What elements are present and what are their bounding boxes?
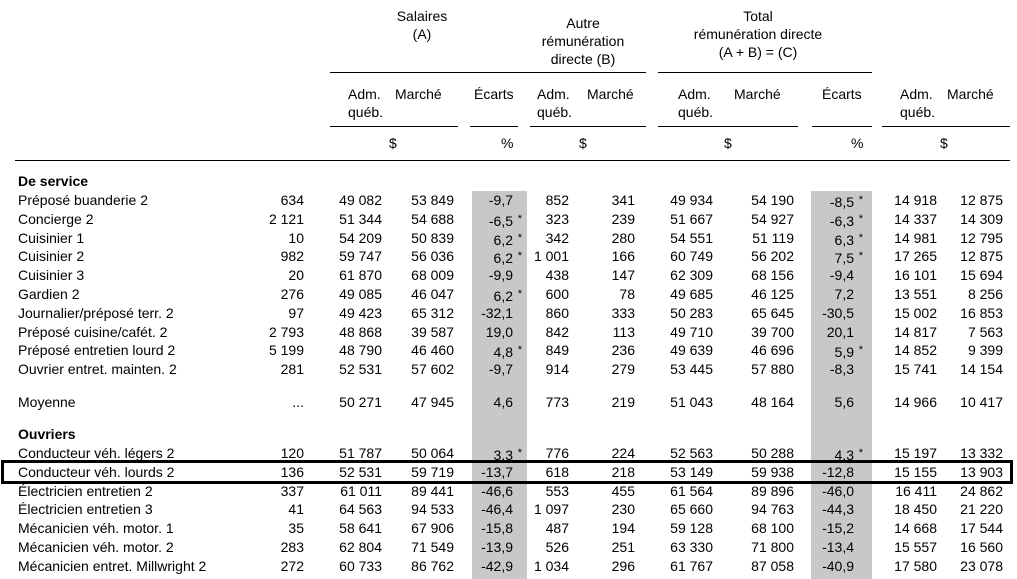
ouvriers-row-5-x-adm: 15 557 — [894, 539, 937, 555]
subheader-x-adm: Adm. québ. — [900, 86, 936, 120]
ouvriers-row-0-s-mar: 50 064 — [411, 445, 454, 461]
ouvriers-row-6-s-adm: 60 733 — [339, 557, 382, 574]
service-row-8-label: Préposé entretien lourd 2 — [18, 342, 176, 359]
service-row-2-b-adm: 342 — [545, 229, 569, 246]
ouvriers-row-1-x-mar: 13 903 — [960, 463, 1003, 480]
sub-rule-4 — [658, 126, 798, 127]
ouvriers-row-4-x-mar: 17 544 — [960, 520, 1003, 537]
service-row-9-s-adm: 52 531 — [339, 361, 382, 378]
section-ouvriers: Ouvriers — [18, 426, 76, 442]
service-row-5-s-ec-star: * — [517, 288, 522, 300]
sub-rule-5 — [812, 126, 872, 127]
service-row-0-t-mar: 54 190 — [751, 192, 794, 208]
service-row-7-s-mar: 39 587 — [411, 323, 454, 340]
subheader-t-adm: Adm. québ. — [678, 86, 714, 120]
ouvriers-row-6-label: Mécanicien entret. Millwright 2 — [18, 557, 207, 574]
service-row-8-t-mar: 46 696 — [751, 342, 794, 359]
table-main-rule — [15, 160, 1010, 161]
service-row-4-s-ec: -9,9 — [488, 267, 513, 284]
ouvriers-row-4-s-ec: -15,8 — [481, 520, 513, 537]
service-row-3-s-ec-star: * — [517, 250, 522, 263]
service-row-8-x-mar: 9 399 — [967, 342, 1003, 359]
service-row-7-x-mar: 7 563 — [967, 323, 1003, 340]
ouvriers-row-6-n: 272 — [280, 557, 304, 574]
sub-rule-3 — [530, 126, 646, 127]
service-row-3-s-adm: 59 747 — [339, 248, 382, 265]
ouvriers-row-3-t-ec: -44,3 — [822, 501, 854, 518]
service-row-3-s-ec: 6,2* — [493, 250, 522, 267]
ouvriers-row-0-x-mar: 13 332 — [960, 445, 1003, 461]
service-row-5-x-mar: 8 256 — [967, 286, 1003, 302]
sub-rule-1 — [330, 126, 458, 127]
sub-rule-6 — [882, 126, 1010, 127]
header-autre-line2: rémunération — [541, 33, 625, 49]
moyenne-row-s-mar: 47 945 — [411, 394, 454, 410]
service-row-4-s-mar: 68 009 — [411, 267, 454, 284]
ouvriers-row-4-s-adm: 58 641 — [339, 520, 382, 537]
service-row-6-x-mar: 16 853 — [960, 304, 1003, 321]
subheader-s-ecarts: Écarts — [474, 86, 514, 102]
service-row-1-b-adm: 323 — [545, 210, 569, 227]
service-row-2-x-adm: 14 981 — [894, 229, 937, 246]
service-row-4-label: Cuisinier 3 — [18, 267, 85, 284]
service-row-3-x-mar: 12 875 — [960, 248, 1003, 265]
service-row-0-label: Préposé buanderie 2 — [18, 192, 148, 208]
moyenne-row-s-ec: 4,6 — [493, 394, 513, 410]
ouvriers-row-3-t-mar: 94 763 — [751, 501, 794, 518]
service-row-0-b-adm: 852 — [545, 192, 569, 208]
ouvriers-row-4-label: Mécanicien véh. motor. 1 — [18, 520, 174, 537]
service-row-8-s-adm: 48 790 — [339, 342, 382, 359]
service-row-7-s-adm: 48 868 — [339, 323, 382, 340]
ouvriers-row-1-b-mar: 218 — [611, 463, 635, 480]
service-row-3-b-adm: 1 001 — [533, 248, 569, 265]
service-row-7-s-ec: 19,0 — [485, 323, 513, 340]
service-row-0-s-adm: 49 082 — [339, 192, 382, 208]
ouvriers-row-2-s-ec: -46,6 — [481, 482, 513, 499]
header-autre — [523, 14, 643, 68]
service-row-8-b-mar: 236 — [611, 342, 635, 359]
service-row-2-s-ec-star: * — [517, 231, 522, 244]
ouvriers-row-0-s-ec-star: * — [517, 447, 522, 459]
service-row-2-x-mar: 12 795 — [960, 229, 1003, 246]
header-autre-line3: directe (B) — [550, 51, 616, 67]
service-row-1-s-adm: 51 344 — [339, 210, 382, 227]
ouvriers-row-5-s-adm: 62 804 — [339, 539, 382, 555]
service-row-8-s-ec: 4,8* — [493, 344, 522, 361]
ouvriers-row-2-b-mar: 455 — [611, 482, 635, 499]
service-row-3-t-ec: 7,5* — [834, 250, 863, 267]
ouvriers-row-3-label: Électricien entretien 3 — [18, 501, 153, 518]
service-row-7-t-ec: 20,1 — [826, 323, 854, 340]
service-row-9-x-mar: 14 154 — [960, 361, 1003, 378]
service-row-7-b-adm: 842 — [545, 323, 569, 340]
service-row-5-t-ec: 7,2 — [834, 286, 854, 302]
header-total-line2: rémunération directe — [693, 26, 823, 42]
ouvriers-row-6-t-ec: -40,9 — [822, 557, 854, 574]
service-row-6-s-mar: 65 312 — [411, 304, 454, 321]
ouvriers-row-4-b-adm: 487 — [545, 520, 569, 537]
header-salaires — [372, 7, 472, 43]
ouvriers-row-3-x-adm: 18 450 — [894, 501, 937, 518]
service-row-0-x-mar: 12 875 — [960, 192, 1003, 208]
ouvriers-row-5-t-adm: 63 330 — [670, 539, 713, 555]
service-row-4-b-mar: 147 — [611, 267, 635, 284]
service-row-7-t-adm: 49 710 — [670, 323, 713, 340]
service-row-6-t-ec: -30,5 — [822, 304, 854, 321]
service-row-3-label: Cuisinier 2 — [18, 248, 85, 265]
ouvriers-row-6-b-mar: 296 — [611, 557, 635, 574]
service-row-5-n: 276 — [280, 286, 304, 302]
service-row-0-s-ec: -9,7 — [488, 192, 513, 208]
ouvriers-row-0-label: Conducteur véh. légers 2 — [18, 445, 175, 461]
service-row-6-x-adm: 15 002 — [894, 304, 937, 321]
service-row-2-label: Cuisinier 1 — [18, 229, 85, 246]
service-row-0-t-adm: 49 934 — [670, 192, 713, 208]
ouvriers-row-5-n: 283 — [280, 539, 304, 555]
header-total-line1: Total — [743, 8, 773, 24]
sub-rule-2 — [470, 126, 518, 127]
service-row-6-b-adm: 860 — [545, 304, 569, 321]
service-row-3-b-mar: 166 — [611, 248, 635, 265]
service-row-9-label: Ouvrier entret. mainten. 2 — [18, 361, 177, 378]
ouvriers-row-1-x-adm: 15 155 — [894, 463, 937, 480]
ouvriers-row-1-s-adm: 52 531 — [339, 463, 382, 480]
service-row-3-x-adm: 17 265 — [894, 248, 937, 265]
service-row-4-t-mar: 68 156 — [751, 267, 794, 284]
ouvriers-row-6-t-adm: 61 767 — [670, 557, 713, 574]
ouvriers-row-3-b-adm: 1 097 — [533, 501, 569, 518]
ouvriers-row-5-b-mar: 251 — [611, 539, 635, 555]
ouvriers-row-0-t-adm: 52 563 — [670, 445, 713, 461]
service-row-3-t-mar: 56 202 — [751, 248, 794, 265]
ouvriers-row-5-label: Mécanicien véh. motor. 2 — [18, 539, 174, 555]
service-row-8-t-adm: 49 639 — [670, 342, 713, 359]
ouvriers-row-3-s-mar: 94 533 — [411, 501, 454, 518]
unit-t-pct: % — [851, 135, 864, 151]
ouvriers-row-2-s-adm: 61 011 — [340, 482, 382, 499]
subheader-b-adm: Adm. québ. — [537, 86, 573, 120]
ouvriers-row-3-n: 41 — [288, 501, 304, 518]
service-row-9-b-mar: 279 — [611, 361, 635, 378]
service-row-6-s-ec: -32,1 — [481, 304, 513, 321]
service-row-8-n: 5 199 — [268, 342, 304, 359]
service-row-2-t-mar: 51 119 — [752, 229, 794, 246]
service-row-6-s-adm: 49 423 — [339, 304, 382, 321]
service-row-4-x-adm: 16 101 — [894, 267, 937, 284]
ouvriers-row-4-t-ec: -15,2 — [822, 520, 854, 537]
unit-s-dollar: $ — [389, 135, 397, 151]
header-rule-c — [658, 72, 872, 73]
service-row-7-t-mar: 39 700 — [751, 323, 794, 340]
ouvriers-row-1-t-ec: -12,8 — [822, 463, 854, 480]
header-autre-line1: Autre — [566, 15, 600, 31]
service-row-0-t-ec: -8,5* — [829, 194, 863, 210]
service-row-0-t-ec-star: * — [858, 194, 863, 206]
service-row-8-t-ec: 5,9* — [834, 344, 863, 361]
service-row-4-x-mar: 15 694 — [960, 267, 1003, 284]
ouvriers-row-0-t-mar: 50 288 — [751, 445, 794, 461]
ouvriers-row-2-n: 337 — [280, 482, 304, 499]
service-row-6-label: Journalier/préposé terr. 2 — [18, 304, 174, 321]
header-total — [668, 7, 848, 61]
ouvriers-row-6-t-mar: 87 058 — [751, 557, 794, 574]
service-row-1-label: Concierge 2 — [18, 210, 94, 227]
service-row-8-x-adm: 14 852 — [894, 342, 937, 359]
service-row-9-n: 281 — [280, 361, 304, 378]
ouvriers-row-4-x-adm: 14 668 — [894, 520, 937, 537]
service-row-1-t-adm: 51 667 — [670, 210, 713, 227]
header-rule-ab — [330, 72, 646, 73]
service-row-1-x-adm: 14 337 — [894, 210, 937, 227]
service-row-2-t-adm: 54 551 — [670, 229, 713, 246]
ouvriers-row-2-b-adm: 553 — [545, 482, 569, 499]
subheader-s-adm: Adm. québ. — [348, 86, 384, 120]
service-row-4-s-adm: 61 870 — [339, 267, 382, 284]
moyenne-row-s-adm: 50 271 — [339, 394, 382, 410]
service-row-9-t-adm: 53 445 — [670, 361, 713, 378]
service-row-1-s-mar: 54 688 — [411, 210, 454, 227]
moyenne-row-t-mar: 48 164 — [751, 394, 794, 410]
ouvriers-row-5-s-mar: 71 549 — [411, 539, 454, 555]
service-row-5-s-mar: 46 047 — [411, 286, 454, 302]
unit-s-pct: % — [501, 135, 514, 151]
ouvriers-row-1-n: 136 — [280, 463, 304, 480]
subheader-b-marche: Marché — [587, 86, 634, 102]
service-row-1-x-mar: 14 309 — [960, 210, 1003, 227]
subheader-s-marche: Marché — [395, 86, 442, 102]
row-highlight-box — [1, 460, 1013, 484]
service-row-1-b-mar: 239 — [611, 210, 635, 227]
moyenne-row-x-adm: 14 966 — [894, 394, 937, 410]
ouvriers-row-1-s-mar: 59 719 — [411, 463, 454, 480]
service-row-2-t-ec: 6,3* — [834, 231, 863, 248]
header-total-line3: (A + B) = (C) — [718, 44, 798, 60]
ouvriers-row-0-s-adm: 51 787 — [339, 445, 382, 461]
service-row-1-t-mar: 54 927 — [751, 210, 794, 227]
service-row-3-t-ec-star: * — [858, 250, 863, 263]
ouvriers-row-3-t-adm: 65 660 — [670, 501, 713, 518]
service-row-7-label: Préposé cuisine/cafét. 2 — [18, 323, 168, 340]
subheader-t-ecarts: Écarts — [822, 86, 862, 102]
service-row-4-b-adm: 438 — [545, 267, 569, 284]
service-row-8-t-ec-star: * — [858, 344, 863, 357]
service-row-4-t-ec: -9,4 — [829, 267, 854, 284]
ouvriers-row-6-x-mar: 23 078 — [960, 557, 1003, 574]
service-row-0-n: 634 — [280, 192, 304, 208]
subheader-x-marche: Marché — [947, 86, 994, 102]
ouvriers-row-6-s-ec: -42,9 — [481, 557, 513, 574]
unit-b-dollar: $ — [579, 135, 587, 151]
service-row-9-s-ec: -9,7 — [488, 361, 513, 378]
service-row-9-b-adm: 914 — [545, 361, 569, 378]
service-row-1-s-ec-star: * — [517, 212, 522, 225]
ouvriers-row-1-label: Conducteur véh. lourds 2 — [18, 463, 175, 480]
ouvriers-row-1-b-adm: 618 — [545, 463, 569, 480]
service-row-2-n: 10 — [288, 229, 304, 246]
service-row-7-b-mar: 113 — [612, 323, 635, 340]
service-row-1-n: 2 121 — [268, 210, 304, 227]
ouvriers-row-0-b-mar: 224 — [611, 445, 635, 461]
ouvriers-row-2-s-mar: 89 441 — [411, 482, 454, 499]
moyenne-row-b-adm: 773 — [545, 394, 569, 410]
ouvriers-row-3-b-mar: 230 — [611, 501, 635, 518]
ouvriers-row-3-x-mar: 21 220 — [960, 501, 1003, 518]
service-row-2-t-ec-star: * — [858, 231, 863, 244]
service-row-2-s-ec: 6,2* — [493, 231, 522, 248]
service-row-2-s-mar: 50 839 — [411, 229, 454, 246]
service-row-7-x-adm: 14 817 — [894, 323, 937, 340]
service-row-0-x-adm: 14 918 — [894, 192, 937, 208]
ouvriers-row-4-s-mar: 67 906 — [411, 520, 454, 537]
moyenne-row-t-ec: 5,6 — [834, 394, 854, 410]
service-row-3-n: 982 — [280, 248, 304, 265]
ouvriers-row-5-s-ec: -13,9 — [481, 539, 513, 555]
service-row-9-x-adm: 15 741 — [894, 361, 937, 378]
service-row-0-b-mar: 341 — [611, 192, 635, 208]
ouvriers-row-3-s-ec: -46,4 — [481, 501, 513, 518]
service-row-8-s-ec-star: * — [517, 344, 522, 357]
service-row-1-s-ec: -6,5* — [488, 212, 522, 229]
header-salaires-code: (A) — [412, 26, 432, 42]
moyenne-row-x-mar: 10 417 — [960, 394, 1003, 410]
service-row-4-n: 20 — [288, 267, 304, 284]
service-row-8-s-mar: 46 460 — [411, 342, 454, 359]
service-row-5-s-adm: 49 085 — [339, 286, 382, 302]
service-row-2-s-adm: 54 209 — [339, 229, 382, 246]
subheader-t-marche: Marché — [734, 86, 781, 102]
moyenne-row-label: Moyenne — [18, 394, 76, 410]
service-row-9-t-ec: -8,3 — [829, 361, 854, 378]
ouvriers-row-2-t-mar: 89 896 — [751, 482, 794, 499]
ouvriers-row-0-t-ec-star: * — [858, 447, 863, 459]
service-row-8-b-adm: 849 — [545, 342, 569, 359]
ouvriers-row-4-n: 35 — [288, 520, 304, 537]
ouvriers-row-2-x-adm: 16 411 — [895, 482, 937, 499]
ouvriers-row-2-x-mar: 24 862 — [960, 482, 1003, 499]
ouvriers-row-6-b-adm: 1 034 — [533, 557, 569, 574]
unit-t-dollar: $ — [724, 135, 732, 151]
moyenne-row-b-mar: 219 — [611, 394, 635, 410]
ouvriers-row-2-t-adm: 61 564 — [670, 482, 713, 499]
service-row-5-t-mar: 46 125 — [751, 286, 794, 302]
service-row-5-t-adm: 49 685 — [670, 286, 713, 302]
service-row-1-t-ec: -6,3* — [829, 212, 863, 229]
ouvriers-row-5-b-adm: 526 — [545, 539, 569, 555]
ouvriers-row-6-x-adm: 17 580 — [894, 557, 937, 574]
service-row-5-s-ec: 6,2* — [493, 288, 522, 304]
service-row-4-t-adm: 62 309 — [670, 267, 713, 284]
unit-x-dollar: $ — [940, 135, 948, 151]
ouvriers-row-4-t-adm: 59 128 — [670, 520, 713, 537]
ouvriers-row-5-x-mar: 16 560 — [960, 539, 1003, 555]
service-row-3-s-mar: 56 036 — [411, 248, 454, 265]
service-row-5-x-adm: 13 551 — [894, 286, 937, 302]
service-row-3-t-adm: 60 749 — [670, 248, 713, 265]
service-row-7-n: 2 793 — [268, 323, 304, 340]
ouvriers-row-1-s-ec: -13,7 — [481, 463, 513, 480]
ouvriers-row-1-t-mar: 59 938 — [751, 463, 794, 480]
ouvriers-row-4-b-mar: 194 — [611, 520, 635, 537]
service-row-6-n: 97 — [288, 304, 304, 321]
service-row-2-b-mar: 280 — [611, 229, 635, 246]
ouvriers-row-2-t-ec: -46,0 — [822, 482, 854, 499]
service-row-5-b-adm: 600 — [545, 286, 569, 302]
service-row-6-t-mar: 65 645 — [751, 304, 794, 321]
ouvriers-row-5-t-ec: -13,4 — [822, 539, 854, 555]
moyenne-row-t-adm: 51 043 — [670, 394, 713, 410]
ouvriers-row-5-t-mar: 71 800 — [751, 539, 794, 555]
ouvriers-row-3-s-adm: 64 563 — [339, 501, 382, 518]
ouvriers-row-0-b-adm: 776 — [545, 445, 569, 461]
moyenne-row-n: ... — [292, 394, 304, 410]
service-row-9-t-mar: 57 880 — [751, 361, 794, 378]
section-service: De service — [18, 173, 89, 189]
service-row-6-t-adm: 50 283 — [670, 304, 713, 321]
ouvriers-row-0-n: 120 — [280, 445, 304, 461]
service-row-6-b-mar: 333 — [611, 304, 635, 321]
ouvriers-row-2-label: Électricien entretien 2 — [18, 482, 153, 499]
ouvriers-row-4-t-mar: 68 100 — [751, 520, 794, 537]
ouvriers-row-0-x-adm: 15 197 — [894, 445, 937, 461]
header-salaires-title: Salaires — [396, 8, 448, 24]
service-row-5-label: Gardien 2 — [18, 286, 80, 302]
service-row-5-b-mar: 78 — [619, 286, 635, 302]
ouvriers-row-0-t-ec: 4,3* — [834, 447, 863, 463]
ouvriers-row-0-s-ec: 3,3* — [493, 447, 522, 463]
ouvriers-row-6-s-mar: 86 762 — [411, 557, 454, 574]
service-row-9-s-mar: 57 602 — [411, 361, 454, 378]
ouvriers-row-1-t-adm: 53 149 — [670, 463, 713, 480]
service-row-0-s-mar: 53 849 — [411, 192, 454, 208]
service-row-1-t-ec-star: * — [858, 212, 863, 225]
